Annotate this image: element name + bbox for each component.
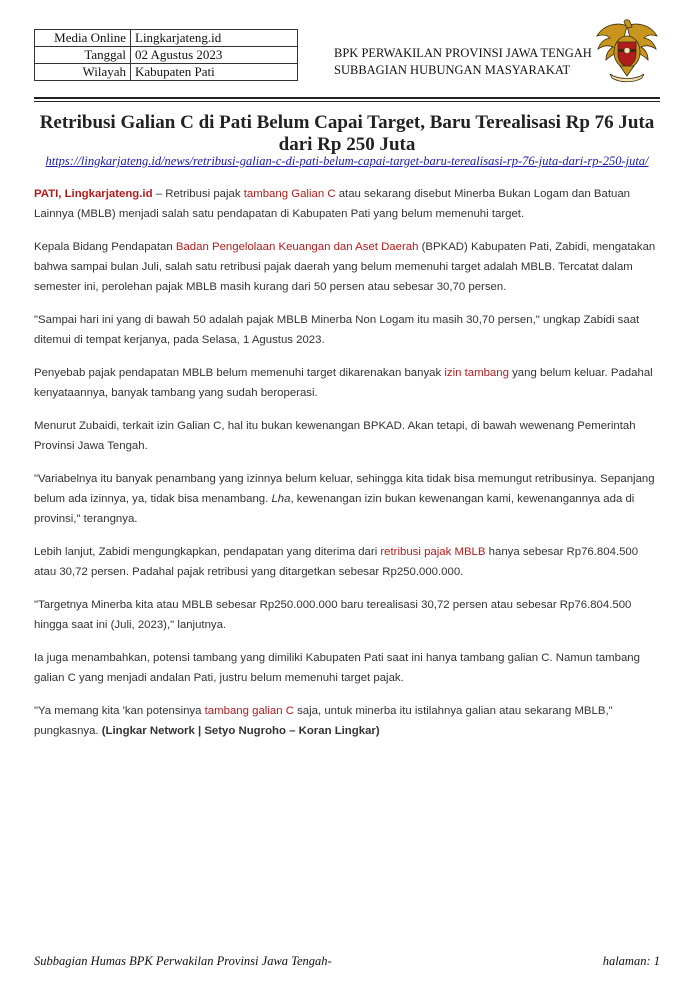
inline-link[interactable]: tambang galian C [204, 705, 294, 717]
meta-key: Tanggal [35, 47, 131, 64]
text: atau sekarang disebut Minerba Bukan Logam dan Batuan Lainnya (MBLB) menjadi salah satu pendapatan di Kabupaten Pati yang belum memenuhi target. [34, 188, 631, 220]
page-number: halaman: 1 [602, 954, 660, 968]
inline-link[interactable]: tambang Galian C [243, 188, 336, 200]
meta-row-date [35, 47, 298, 64]
header-rule-thin [34, 101, 660, 102]
text: Kepala Bidang Pendapatan [34, 241, 176, 253]
paragraph: "Targetnya Minerba kita atau MBLB sebesar Rp250.000.000 baru terealisasi 30,72 persen atau sebesar Rp76.804.500 hingga saat ini (Juli, 2023)," lanjutnya. [34, 599, 632, 631]
meta-row-region [35, 64, 298, 81]
paragraph [34, 542, 662, 582]
paragraph [34, 469, 662, 529]
paragraph: Ia juga menambahkan, potensi tambang yang dimiliki Kabupaten Pati saat ini hanya tambang galian C. Namun tambang galian C yang menjadi andalan Pati, justru belum memenuhi target pajak. [34, 652, 640, 684]
paragraph [34, 237, 662, 297]
meta-value: Kabupaten Pati [131, 64, 298, 81]
article-body [34, 184, 662, 754]
text: "Variabelnya itu banyak penambang yang izinnya belum keluar, sehingga kita tidak bisa memungut retribusinya. Sepanjang belum ada izinnya, ya, tidak bisa menambang. [34, 473, 655, 505]
garuda-emblem-icon [594, 18, 660, 84]
meta-key: Media Online [35, 30, 131, 47]
organization-heading [334, 45, 592, 79]
text: (BPKAD) Kabupaten Pati, Zabidi, mengatakan bahwa sampai bulan Juli, salah satu retribusi pajak daerah yang belum memenuhi target adalah MBLB. Tercatat dalam semester ini, perolehan pajak MBLB masih kurang dari 50 persen atau sebesar 30,70 persen. [34, 241, 656, 293]
text: – Retribusi pajak [152, 188, 244, 200]
inline-link[interactable]: retribusi pajak MBLB [380, 546, 486, 558]
paragraph [34, 701, 662, 741]
text: yang belum keluar. Padahal kenyataannya, banyak tambang yang sudah beroperasi. [34, 367, 653, 399]
footer-left: Subbagian Humas BPK Perwakilan Provinsi Jawa Tengah- [34, 954, 332, 968]
meta-value: Lingkarjateng.id [131, 30, 298, 47]
org-line-2: SUBBAGIAN HUBUNGAN MASYARAKAT [334, 63, 571, 77]
meta-row-media [35, 30, 298, 47]
header-rule [34, 97, 660, 99]
text: "Ya memang kita 'kan potensinya [34, 705, 205, 717]
inline-link[interactable]: Badan Pengelolaan Keuangan dan Aset Daerah [175, 241, 419, 253]
meta-value: 02 Agustus 2023 [131, 47, 298, 64]
paragraph: Menurut Zubaidi, terkait izin Galian C, hal itu bukan kewenangan BPKAD. Akan tetapi, di bawah wewenang Pemerintah Provinsi Jawa Tengah. [34, 420, 636, 452]
text: Lebih lanjut, Zabidi mengungkapkan, pendapatan yang diterima dari [34, 546, 381, 558]
article-title: Retribusi Galian C di Pati Belum Capai Target, Baru Terealisasi Rp 76 Juta dari Rp 250 Juta [39, 112, 655, 155]
meta-table [34, 29, 298, 81]
text: hanya sebesar Rp76.804.500 atau 30,72 persen. Padahal pajak retribusi yang ditargetkan sebesar Rp250.000.000. [34, 546, 639, 578]
text: saja, untuk minerba itu istilahnya galian atau sekarang MBLB," pungkasnya. [34, 705, 613, 737]
text: Penyebab pajak pendapatan MBLB belum memenuhi target dikarenakan banyak [34, 367, 445, 379]
dateline: PATI, Lingkarjateng.id [34, 188, 153, 200]
emphasis: Lha [271, 493, 291, 505]
paragraph [34, 184, 662, 224]
meta-key: Wilayah [35, 64, 131, 81]
paragraph: "Sampai hari ini yang di bawah 50 adalah pajak MBLB Minerba Non Logam itu masih 30,70 persen," ungkap Zabidi saat ditemui di tempat kerjanya, pada Selasa, 1 Agustus 2023. [34, 314, 640, 346]
byline: (Lingkar Network | Setyo Nugroho – Koran Lingkar) [101, 725, 380, 737]
paragraph [34, 363, 662, 403]
article-url-link[interactable]: https://lingkarjateng.id/news/retribusi-galian-c-di-pati-belum-capai-target-baru-terealisasi-rp-76-juta-dari-rp-250-juta/ [45, 154, 649, 168]
org-line-1: BPK PERWAKILAN PROVINSI JAWA TENGAH [334, 46, 592, 60]
text: , kewenangan izin bukan kewenangan kami, kewenangannya ada di provinsi," terangnya. [34, 493, 635, 525]
inline-link[interactable]: izin tambang [444, 367, 509, 379]
